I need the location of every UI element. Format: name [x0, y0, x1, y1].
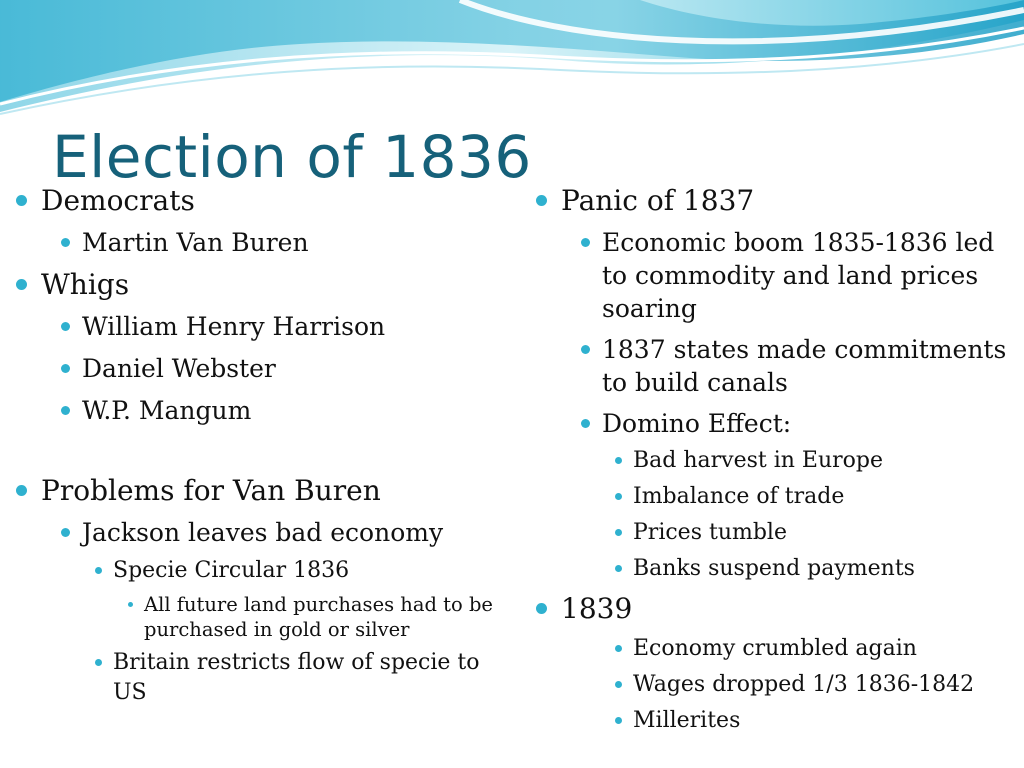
bullet-democrats: Democrats [14, 182, 494, 220]
bullet-jackson-leaves-bad-economy: Jackson leaves bad economy [14, 516, 494, 550]
bullet-problems-for-van-buren: Problems for Van Buren [14, 472, 494, 510]
bullet-daniel-webster: Daniel Webster [14, 352, 494, 386]
left-bullet-list [14, 182, 494, 708]
bullet-land-purchases-gold-silver: All future land purchases had to be purchased in gold or silver [14, 592, 494, 642]
bullet-martin-van-buren: Martin Van Buren [14, 226, 494, 260]
bullet-william-henry-harrison: William Henry Harrison [14, 310, 494, 344]
slide-title: Election of 1836 [52, 123, 532, 191]
bullet-bad-harvest-europe: Bad harvest in Europe [534, 446, 1012, 476]
bullet-1839: 1839 [534, 590, 1012, 628]
bullet-imbalance-of-trade: Imbalance of trade [534, 482, 1012, 512]
bullet-britain-restricts-specie: Britain restricts flow of specie to US [14, 648, 494, 708]
right-bullet-list [534, 182, 1012, 736]
bullet-prices-tumble: Prices tumble [534, 518, 1012, 548]
bullet-economic-boom: Economic boom 1835-1836 led to commodity and land prices soaring [534, 226, 1012, 325]
bullet-wages-dropped: Wages dropped 1/3 1836-1842 [534, 670, 1012, 700]
bullet-economy-crumbled-again: Economy crumbled again [534, 634, 1012, 664]
bullet-states-build-canals: 1837 states made commitments to build canals [534, 333, 1012, 399]
bullet-domino-effect: Domino Effect: [534, 407, 1012, 440]
header-wave-decoration [0, 0, 1024, 130]
bullet-whigs: Whigs [14, 266, 494, 304]
bullet-specie-circular: Specie Circular 1836 [14, 556, 494, 586]
bullet-panic-of-1837: Panic of 1837 [534, 182, 1012, 220]
bullet-wp-mangum: W.P. Mangum [14, 394, 494, 428]
bullet-banks-suspend-payments: Banks suspend payments [534, 554, 1012, 584]
bullet-millerites: Millerites [534, 706, 1012, 736]
